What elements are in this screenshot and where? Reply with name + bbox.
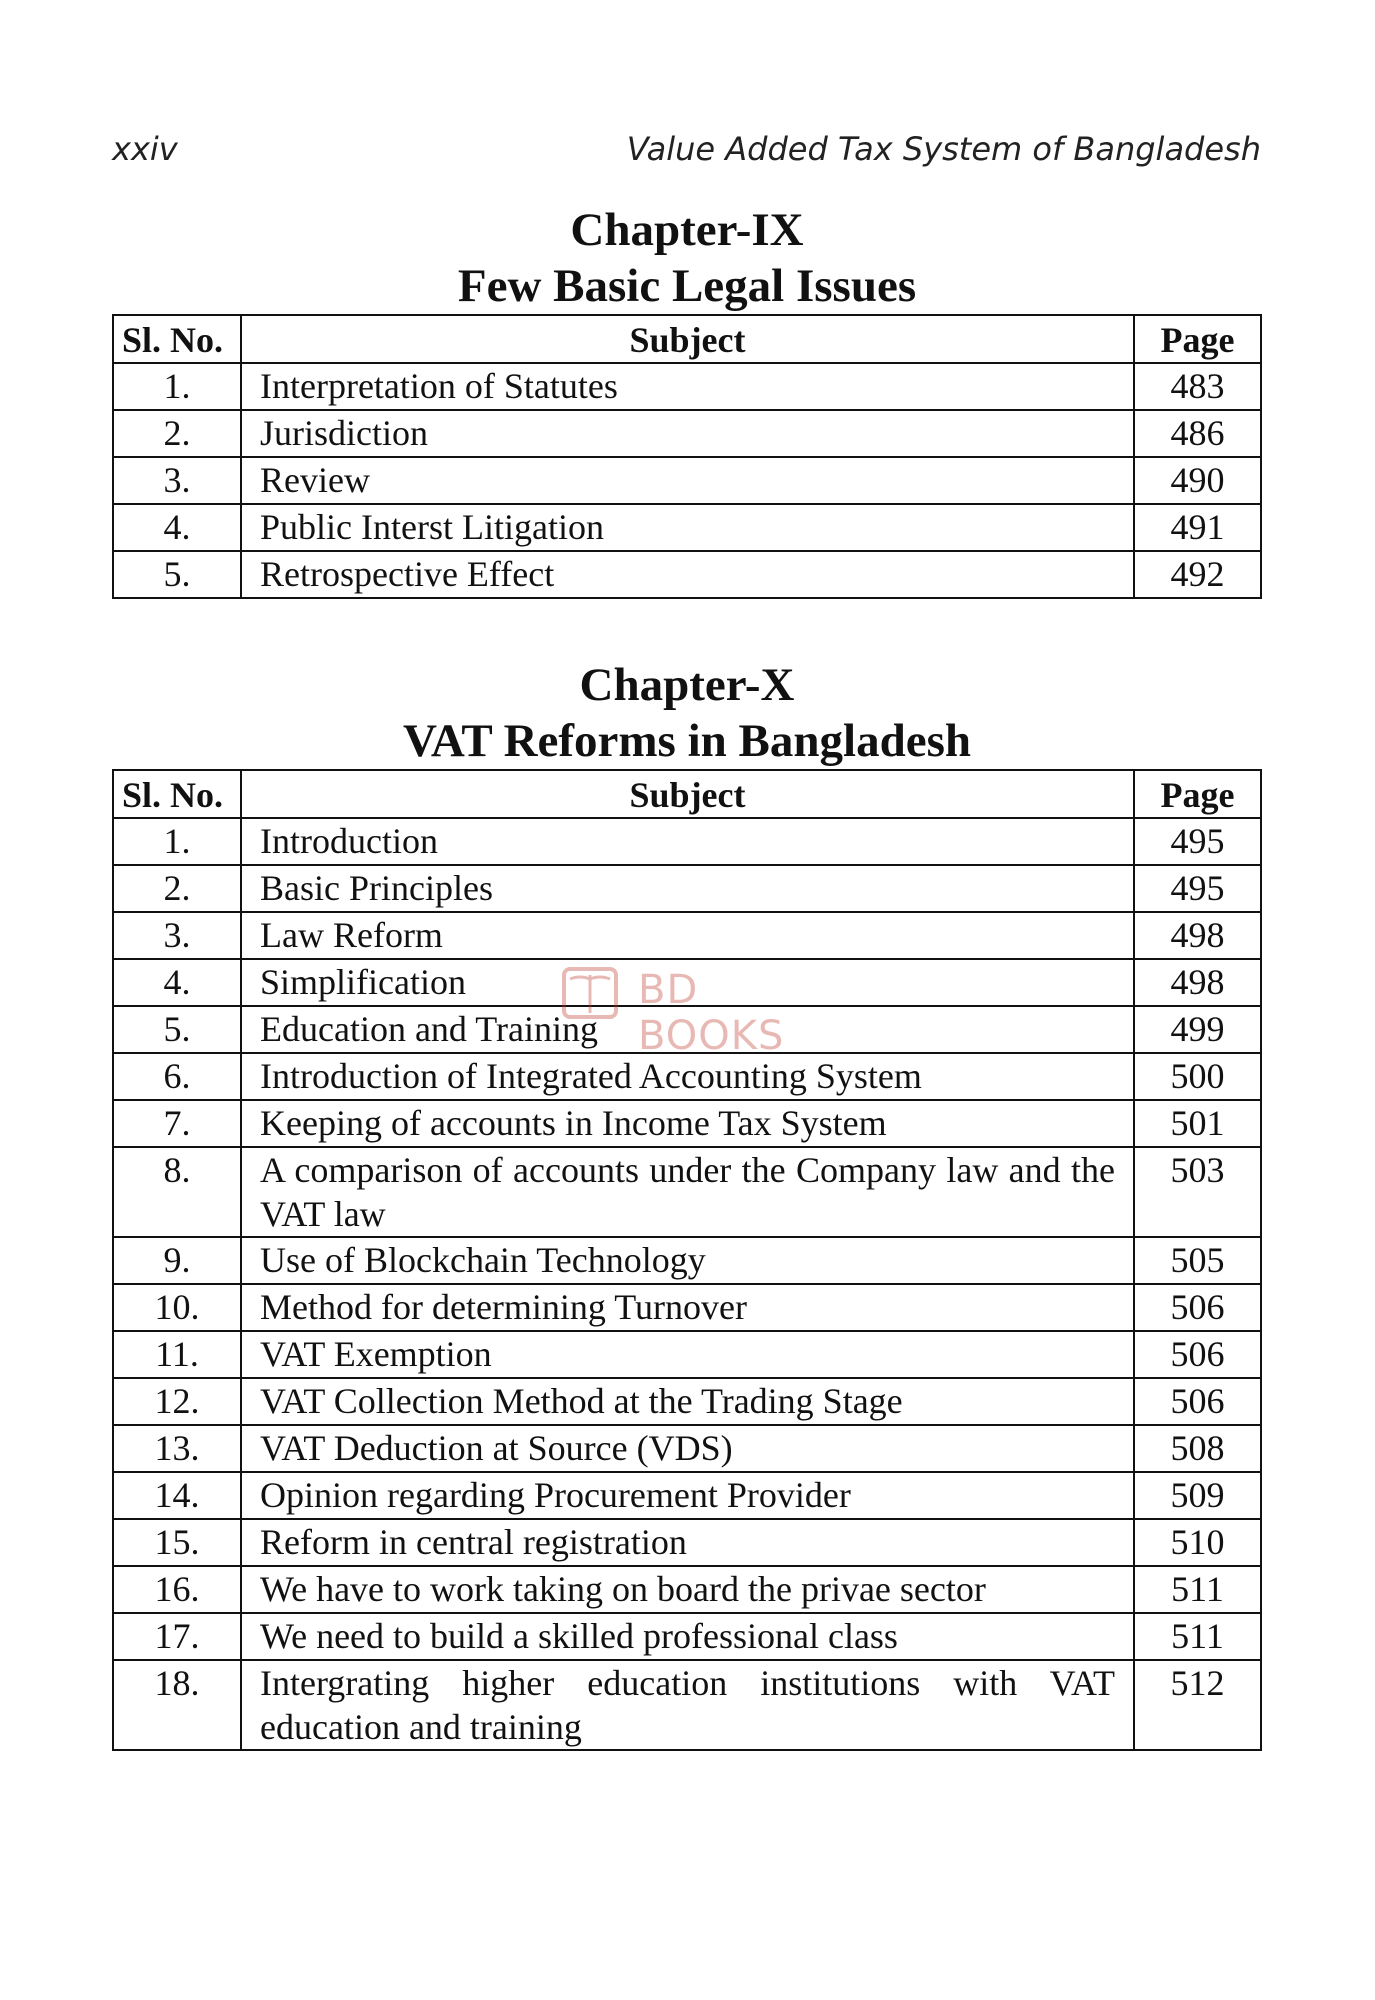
row-sl-no: 15. xyxy=(113,1519,241,1566)
row-page: 509 xyxy=(1134,1472,1261,1519)
table-row xyxy=(113,865,1261,912)
row-subject: Opinion regarding Procurement Provider xyxy=(241,1472,1134,1519)
chapter-9-contents-table xyxy=(112,314,1262,599)
table-row xyxy=(113,504,1261,551)
column-header-page: Page xyxy=(1134,315,1261,363)
row-subject: Review xyxy=(241,457,1134,504)
chapter-9-number: Chapter-IX xyxy=(570,204,804,256)
row-sl-no: 3. xyxy=(113,457,241,504)
table-row xyxy=(113,1519,1261,1566)
row-subject: Intergrating higher education institutions with VAT education and training xyxy=(241,1660,1134,1750)
row-sl-no: 5. xyxy=(113,551,241,598)
table-row xyxy=(113,1472,1261,1519)
row-subject: Introduction of Integrated Accounting System xyxy=(241,1053,1134,1100)
row-page: 492 xyxy=(1134,551,1261,598)
row-subject: Simplification xyxy=(241,959,1134,1006)
table-row xyxy=(113,1566,1261,1613)
row-subject: Education and Training xyxy=(241,1006,1134,1053)
table-row xyxy=(113,1425,1261,1472)
row-sl-no: 8. xyxy=(113,1147,241,1237)
row-page: 506 xyxy=(1134,1331,1261,1378)
column-header-sl-no: Sl. No. xyxy=(113,770,241,818)
chapter-10-section xyxy=(112,657,1262,1751)
row-page: 501 xyxy=(1134,1100,1261,1147)
row-subject: VAT Exemption xyxy=(241,1331,1134,1378)
row-page: 499 xyxy=(1134,1006,1261,1053)
row-subject: Interpretation of Statutes xyxy=(241,363,1134,410)
row-sl-no: 6. xyxy=(113,1053,241,1100)
row-sl-no: 16. xyxy=(113,1566,241,1613)
row-sl-no: 14. xyxy=(113,1472,241,1519)
chapter-10-title: VAT Reforms in Bangladesh xyxy=(402,715,972,767)
watermark-text: BD BOOKS xyxy=(638,967,785,1059)
table-row xyxy=(113,1147,1261,1237)
row-page: 512 xyxy=(1134,1660,1261,1750)
column-header-subject: Subject xyxy=(241,315,1134,363)
row-sl-no: 2. xyxy=(113,410,241,457)
row-page: 498 xyxy=(1134,912,1261,959)
row-page: 511 xyxy=(1134,1613,1261,1660)
row-sl-no: 9. xyxy=(113,1237,241,1284)
row-sl-no: 1. xyxy=(113,818,241,865)
book-title: Value Added Tax System of Bangladesh xyxy=(626,130,1261,168)
row-sl-no: 17. xyxy=(113,1613,241,1660)
table-row xyxy=(113,1284,1261,1331)
row-subject: VAT Deduction at Source (VDS) xyxy=(241,1425,1134,1472)
row-page: 486 xyxy=(1134,410,1261,457)
row-page: 491 xyxy=(1134,504,1261,551)
row-subject: Jurisdiction xyxy=(241,410,1134,457)
table-row xyxy=(113,551,1261,598)
row-sl-no: 2. xyxy=(113,865,241,912)
table-row xyxy=(113,1378,1261,1425)
table-row xyxy=(113,1237,1261,1284)
row-subject: Retrospective Effect xyxy=(241,551,1134,598)
row-page: 508 xyxy=(1134,1425,1261,1472)
table-row xyxy=(113,1613,1261,1660)
row-page: 511 xyxy=(1134,1566,1261,1613)
row-sl-no: 5. xyxy=(113,1006,241,1053)
table-row xyxy=(113,363,1261,410)
row-sl-no: 10. xyxy=(113,1284,241,1331)
table-row xyxy=(113,1331,1261,1378)
row-page: 510 xyxy=(1134,1519,1261,1566)
table-header-row xyxy=(113,770,1261,818)
row-sl-no: 13. xyxy=(113,1425,241,1472)
row-subject: Basic Principles xyxy=(241,865,1134,912)
row-subject: Use of Blockchain Technology xyxy=(241,1237,1134,1284)
row-page: 506 xyxy=(1134,1284,1261,1331)
chapter-9-section xyxy=(112,202,1262,599)
row-sl-no: 7. xyxy=(113,1100,241,1147)
row-subject: We need to build a skilled professional class xyxy=(241,1613,1134,1660)
row-subject: Law Reform xyxy=(241,912,1134,959)
row-subject: We have to work taking on board the privae sector xyxy=(241,1566,1134,1613)
row-sl-no: 18. xyxy=(113,1660,241,1750)
chapter-10-number: Chapter-X xyxy=(579,659,795,711)
running-header xyxy=(112,130,1261,170)
chapter-9-title: Few Basic Legal Issues xyxy=(457,260,917,312)
table-row xyxy=(113,1660,1261,1750)
row-sl-no: 4. xyxy=(113,504,241,551)
row-page: 490 xyxy=(1134,457,1261,504)
column-header-page: Page xyxy=(1134,770,1261,818)
row-subject: VAT Collection Method at the Trading Stage xyxy=(241,1378,1134,1425)
row-sl-no: 11. xyxy=(113,1331,241,1378)
row-page: 505 xyxy=(1134,1237,1261,1284)
watermark xyxy=(548,955,838,1059)
row-page: 500 xyxy=(1134,1053,1261,1100)
row-subject: Public Interst Litigation xyxy=(241,504,1134,551)
table-row xyxy=(113,410,1261,457)
book-logo-icon xyxy=(558,961,622,1025)
table-row xyxy=(113,457,1261,504)
table-header-row xyxy=(113,315,1261,363)
row-subject: A comparison of accounts under the Company law and the VAT law xyxy=(241,1147,1134,1237)
row-subject: Keeping of accounts in Income Tax System xyxy=(241,1100,1134,1147)
row-subject: Reform in central registration xyxy=(241,1519,1134,1566)
row-subject: Method for determining Turnover xyxy=(241,1284,1134,1331)
table-row xyxy=(113,1100,1261,1147)
column-header-subject: Subject xyxy=(241,770,1134,818)
table-row xyxy=(113,818,1261,865)
table-row xyxy=(113,1053,1261,1100)
row-sl-no: 3. xyxy=(113,912,241,959)
chapter-10-contents-table xyxy=(112,769,1262,1751)
column-header-sl-no: Sl. No. xyxy=(113,315,241,363)
row-page: 498 xyxy=(1134,959,1261,1006)
row-page: 506 xyxy=(1134,1378,1261,1425)
row-page: 495 xyxy=(1134,865,1261,912)
table-row xyxy=(113,912,1261,959)
row-page: 483 xyxy=(1134,363,1261,410)
row-sl-no: 1. xyxy=(113,363,241,410)
row-sl-no: 4. xyxy=(113,959,241,1006)
row-subject: Introduction xyxy=(241,818,1134,865)
page-number: xxiv xyxy=(112,130,178,168)
row-sl-no: 12. xyxy=(113,1378,241,1425)
row-page: 495 xyxy=(1134,818,1261,865)
row-page: 503 xyxy=(1134,1147,1261,1237)
